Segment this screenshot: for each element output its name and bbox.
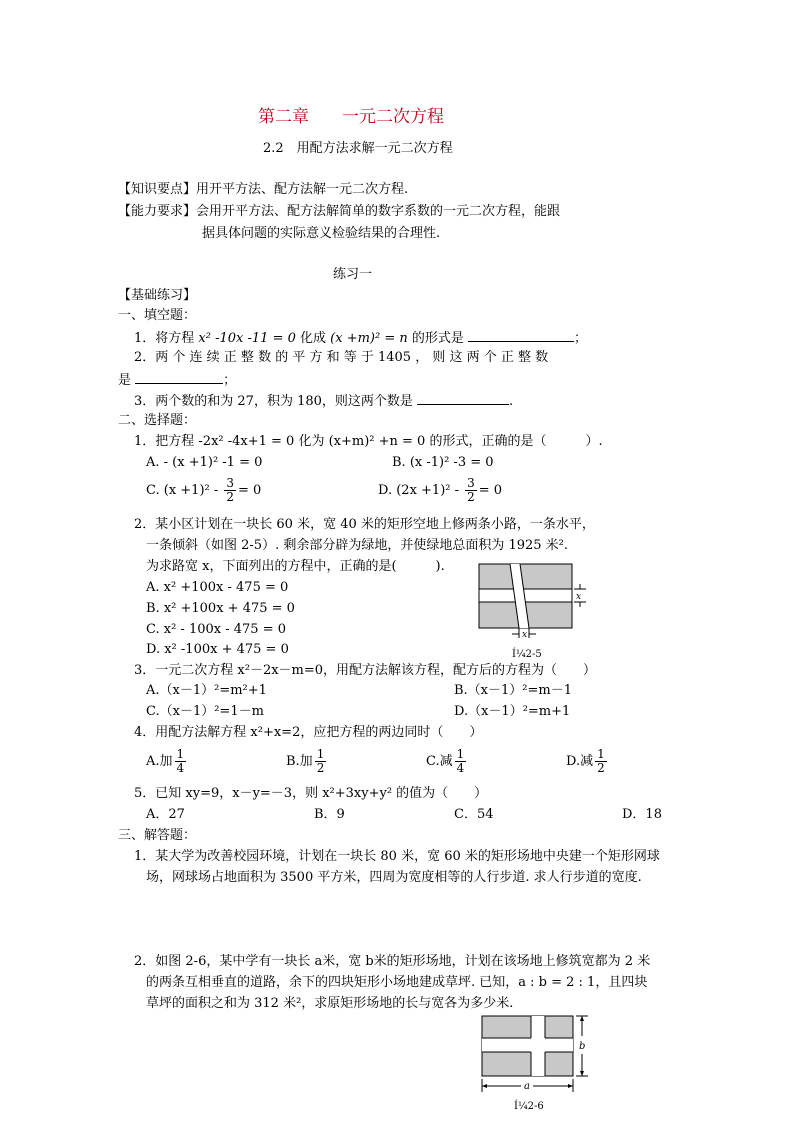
p1-q1-eq: x² -10x -11 = 0 — [198, 331, 296, 346]
p2-q2-option-b[interactable]: B. x² +100x + 475 = 0 — [146, 601, 295, 616]
p3-q2-line2: 的两条互相垂直的道路，余下的四块矩形小场地建成草坪. 已知，a : b = 2 : 1，且四块 — [146, 975, 648, 990]
p1-q3-pre: 3．两个数的和为 27，积为 180，则这两个数是 — [134, 394, 413, 409]
p1-q3-end: . — [509, 394, 514, 409]
p2-q5-option-b[interactable]: B．9 — [314, 807, 345, 822]
p2-q1-c-post: = 0 — [238, 483, 262, 499]
p2-q1-option-a[interactable]: A. - (x +1)² -1 = 0 — [146, 455, 263, 470]
p3-q1-line2: 场，网球场占地面积为 3500 平方米，四周为宽度相等的人行步道. 求人行步道的宽度. — [146, 870, 642, 885]
chapter-title: 第二章 — [258, 107, 309, 127]
fraction-denominator: 2 — [597, 761, 605, 776]
fraction-denominator: 4 — [456, 761, 465, 776]
p1-q2-answer-blank[interactable] — [135, 372, 223, 384]
fig-2-5-x-bottom: x — [522, 630, 528, 640]
p1-q1-answer-blank[interactable] — [468, 330, 574, 342]
p2-q4-option-c[interactable] — [426, 748, 468, 775]
knowledge-tag: 【知识要点】 — [118, 182, 197, 197]
p2-q4-a-fraction — [175, 748, 187, 775]
p1-q3-answer-blank[interactable] — [417, 393, 509, 405]
part3-heading: 三、解答题： — [118, 828, 197, 843]
fig-2-6-horizontal-road — [482, 1038, 573, 1052]
fig-2-6-b-label: b — [579, 1041, 586, 1052]
p2-q1-d-fraction — [465, 477, 477, 504]
p2-q1-option-c[interactable] — [146, 477, 261, 504]
p1-q1 — [134, 330, 587, 345]
knowledge-point — [118, 183, 408, 196]
p2-q4-option-b[interactable] — [286, 748, 328, 775]
p2-q4-c-pre: C.减 — [426, 754, 453, 770]
p2-q3-option-a[interactable]: A.（x－1）²=m²+1 — [146, 683, 267, 698]
p2-q4-b-pre: B.加 — [286, 754, 313, 770]
p2-q4-d-pre: D.减 — [566, 754, 594, 770]
part2-heading: 二、选择题： — [118, 413, 197, 428]
fig-2-5-x-right: x — [576, 592, 582, 602]
p2-q5-option-a[interactable]: A．27 — [146, 807, 185, 822]
p2-q2-line3: 为求路宽 x，下面列出的方程中，正确的是( ). — [146, 559, 445, 574]
p1-q1-pre: 1．将方程 — [134, 331, 195, 346]
fraction-denominator: 2 — [226, 490, 235, 505]
p1-q2-line1: 2．两 个 连 续 正 整 数 的 平 方 和 等 于 1405 ， 则 这 两 个 正 整 数 — [134, 350, 549, 365]
p2-q4-option-a[interactable] — [146, 748, 188, 775]
fraction-denominator: 2 — [467, 490, 475, 505]
ability-requirement — [118, 205, 560, 218]
fig-2-6-vertical-road — [531, 1016, 545, 1076]
ability-tag: 【能力要求】 — [118, 204, 197, 219]
p2-q2-line2: 一条倾斜（如图 2-5）. 剩余部分辟为绿地，并使绿地总面积为 1925 米². — [146, 538, 569, 553]
p2-q3-stem: 3．一元二次方程 x²－2x－m=0，用配方法解该方程，配方后的方程为（ ） — [134, 663, 597, 678]
p2-q2-option-c[interactable]: C. x² - 100x - 475 = 0 — [146, 622, 286, 637]
p2-q5-option-d[interactable]: D．18 — [622, 807, 662, 822]
fig-2-6-label: Í¼2-6 — [514, 1101, 544, 1112]
ability-text-line2: 据具体问题的实际意义检验结果的合理性. — [202, 226, 441, 241]
p2-q4-c-fraction — [455, 748, 467, 775]
p2-q1-option-d[interactable] — [378, 477, 502, 504]
basic-practice-heading: 【基础练习】 — [118, 288, 197, 303]
p1-q3 — [134, 393, 513, 408]
p2-q3-option-b[interactable]: B.（x－1）²=m－1 — [454, 683, 572, 698]
p2-q5-stem: 5．已知 xy=9，x－y=－3，则 x²+3xy+y² 的值为（ ） — [134, 786, 488, 801]
p2-q2-option-d[interactable]: D. x² -100x + 475 = 0 — [146, 642, 289, 657]
p3-q1-line1: 1．某大学为改善校园环境，计划在一块长 80 米，宽 60 米的矩形场地中央建一个矩形网球 — [134, 849, 660, 864]
section-title: 2.2 用配方法求解一元二次方程 — [263, 141, 453, 156]
figure-2-6 — [476, 1010, 596, 1114]
p2-q3-option-c[interactable]: C.（x－1）²=1－m — [146, 704, 264, 719]
fig-2-6-a-label: a — [524, 1081, 530, 1092]
p1-q1-form: (x +m)² = n — [330, 331, 408, 346]
p2-q4-d-fraction — [595, 748, 607, 775]
fraction-numerator: 1 — [176, 747, 185, 761]
fraction-denominator: 4 — [176, 761, 185, 776]
p3-q2-line3: 草坪的面积之和为 312 米²，求原矩形场地的长与宽各为多少米. — [146, 996, 514, 1011]
p2-q1-d-pre: D. (2x +1)² - — [378, 483, 464, 499]
p2-q1-stem: 1．把方程 -2x² -4x+1 = 0 化为 (x+m)² +n = 0 的形式，正确的是（ ）. — [134, 434, 603, 449]
fraction-numerator: 1 — [597, 747, 605, 761]
p1-q2-line2 — [118, 372, 236, 387]
p2-q4-a-pre: A.加 — [146, 754, 173, 770]
p2-q3-option-d[interactable]: D.（x－1）²=m+1 — [454, 704, 571, 719]
p2-q1-option-b[interactable]: B. (x -1)² -3 = 0 — [392, 455, 494, 470]
p2-q2-option-a[interactable]: A. x² +100x - 475 = 0 — [146, 580, 289, 595]
figure-2-5 — [472, 560, 592, 662]
exercise-title: 练习一 — [333, 267, 373, 282]
p2-q2-line1: 2．某小区计划在一块长 60 米，宽 40 米的矩形空地上修两条小路，一条水平， — [134, 517, 595, 532]
chapter-subject: 一元二次方程 — [342, 107, 444, 127]
ability-text-line1: 会用开平方法、配方法解简单的数字系数的一元二次方程，能跟 — [196, 204, 561, 219]
p1-q1-end: ； — [574, 331, 588, 346]
p3-q2-line1: 2．如图 2-6，某中学有一块长 a米，宽 b米的矩形场地，计划在该场地上修筑宽都为 2 米 — [134, 954, 651, 969]
p1-q2-line2-pre: 是 — [118, 373, 132, 388]
p2-q4-option-d[interactable] — [566, 748, 609, 775]
p2-q1-c-fraction — [224, 477, 236, 504]
fraction-numerator: 3 — [467, 476, 475, 490]
p2-q1-d-post: = 0 — [478, 483, 503, 499]
p2-q4-stem: 4．用配方法解方程 x²+x=2，应把方程的两边同时（ ） — [134, 725, 483, 740]
p2-q5-option-c[interactable]: C．54 — [454, 807, 494, 822]
fraction-numerator: 1 — [316, 747, 325, 761]
fraction-numerator: 1 — [456, 747, 465, 761]
knowledge-text: 用开平方法、配方法解一元二次方程. — [196, 182, 409, 197]
p1-q2-end: ； — [223, 373, 237, 388]
p1-q1-post: 的形式是 — [411, 331, 464, 346]
fig-2-5-label: Í¼2-5 — [512, 649, 542, 660]
fraction-denominator: 2 — [316, 761, 325, 776]
part1-heading: 一、填空题： — [118, 308, 197, 323]
fraction-numerator: 3 — [226, 476, 235, 490]
p2-q4-b-fraction — [315, 748, 327, 775]
p2-q1-c-pre: C. (x +1)² - — [146, 483, 223, 499]
p1-q1-mid: 化成 — [300, 331, 327, 346]
